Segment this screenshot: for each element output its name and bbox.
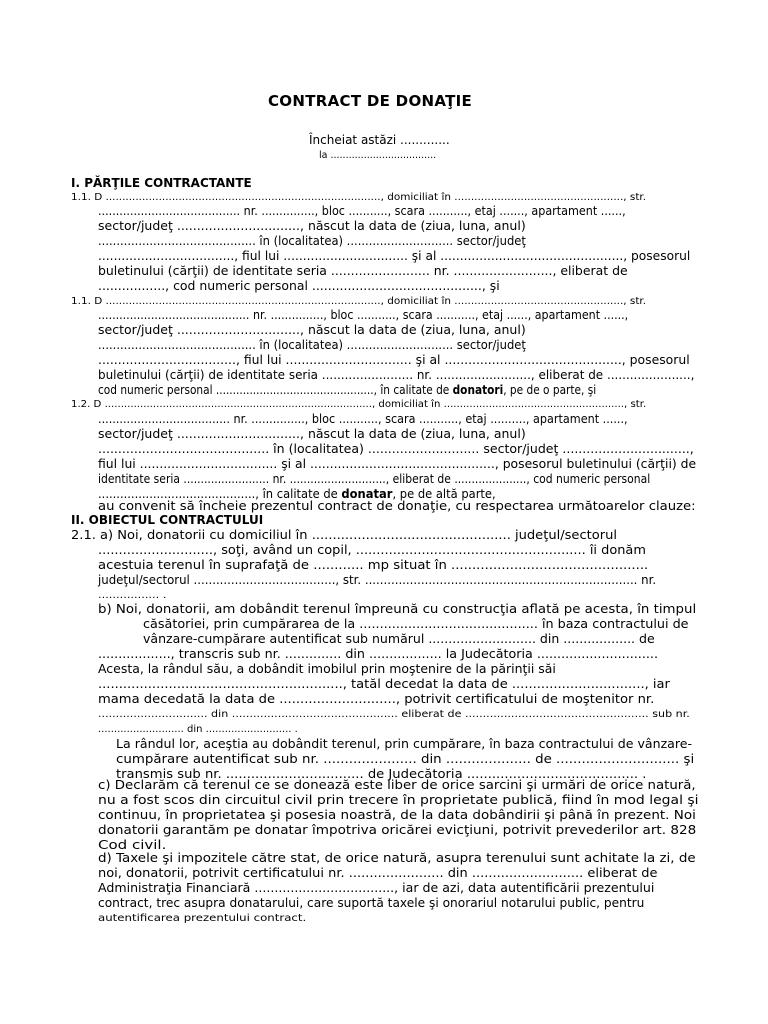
line-text: 1.1. D ..................................................................................., domiciliat în ..................................................., str. (71, 296, 647, 307)
line-text: ........................................... în (localitatea) ............................. sector/judeţ (98, 338, 526, 352)
contract-line (98, 896, 644, 911)
line-text: sector/judeţ ..............................., născut la data de (ziua, luna, anul) (98, 427, 526, 441)
line-text: ..........................................................., tatăl decedat la data de ................................, iar (98, 677, 670, 691)
line-text: Cod civil. (98, 838, 167, 852)
contract-line (98, 279, 500, 294)
line-text: nu a fost scos din circuitul civil prin trecere în proprietate publică, fiind în mod legal şi (98, 793, 699, 807)
contract-line (98, 234, 526, 249)
contract-line (98, 662, 556, 677)
party-role-term: donatori (452, 383, 504, 397)
contract-line (98, 472, 650, 487)
line-text: cod numeric personal ..............................................., în calitate de (98, 383, 453, 397)
contract-line (98, 499, 696, 514)
contract-line (98, 543, 646, 558)
line-text: autentificarea prezentului contract. (98, 913, 307, 924)
contract-line (98, 588, 166, 603)
line-text: c) Declarăm că terenul ce se donează este liber de orice sarcini şi urmări de orice natură, (98, 778, 696, 792)
line-text: sector/judeţ ..............................., născut la data de (ziua, luna, anul) (98, 219, 526, 233)
line-text: ........................................ nr. ..............., bloc ..........., scara ..........., etaj ......., apartament ......, (98, 204, 626, 218)
line-text: donatorii garantăm pe donatar împotriva oricărei evicţiuni, potrivit prevederilor art. 828 (98, 823, 697, 837)
section-heading-parties: I. PĂRŢILE CONTRACTANTE (71, 176, 252, 190)
party-role-term: donatar (341, 487, 393, 501)
line-text: 1.1. D ..................................................................................., domiciliat în ..................................................., str. (71, 192, 647, 203)
contract-line (98, 573, 656, 588)
line-text: ..........................................., în calitate de (98, 487, 342, 501)
line-text: ........................................... în (localitatea) ............................. sector/judeţ (98, 234, 526, 248)
contract-line (143, 617, 689, 632)
line-text: cumpărare autentificat sub nr. ...................... din .................... de ............................. şi (116, 752, 695, 766)
line-text: căsătoriei, prin cumpărarea de la ............................................ în baza contractului de (143, 617, 689, 631)
line-text: au convenit să încheie prezentul contract de donaţie, cu respectarea următoarelor clauze: (98, 499, 696, 513)
line-text-suffix: , pe de o parte, şi (503, 383, 597, 397)
line-text-suffix: , pe de altă parte, (392, 487, 496, 501)
line-text: La rândul lor, aceştia au dobândit terenul, prin cumpărare, în baza contractului de vânzare- (116, 737, 693, 751)
contract-line (98, 911, 306, 926)
line-text: b) Noi, donatorii, am dobândit terenul împreună cu construcţia aflată pe acesta, în timpul (98, 602, 697, 616)
line-text: Acesta, la rândul său, a dobândit imobilul prin moştenire de la părinţii săi (98, 662, 556, 676)
contract-line (98, 264, 628, 279)
line-text: .................., transcris sub nr. .............. din .................. la Judecătoria .............................. (98, 647, 659, 661)
contract-line (98, 323, 526, 338)
contract-line (98, 881, 654, 896)
contract-line (98, 677, 670, 692)
contract-line (98, 823, 696, 838)
line-text: contract, trec asupra donatarului, care suportă taxele şi onorariul notarului public, pentru (98, 896, 645, 910)
contract-line (98, 558, 648, 573)
contract-line (98, 602, 696, 617)
line-text: 1.2. D ..................................................................................., domiciliat în ........................................................, str. (71, 399, 647, 410)
line-text: d) Taxele şi impozitele către stat, de orice natură, asupra terenului sunt achitate la zi, de (98, 851, 696, 865)
contract-line (98, 219, 526, 234)
line-text: vânzare-cumpărare autentificat sub numărul ........................... din .................. de (143, 632, 655, 646)
document-title: CONTRACT DE DONAŢIE (268, 92, 473, 110)
line-text: continuu, în proprietatea şi posesia noastră, de la data dobândirii şi până în prezent. Noi (98, 808, 696, 822)
line-text: ............................... din ............................................... eliberat de .................................................... sub nr. (98, 709, 690, 720)
line-text: 2.1. a) Noi, donatorii cu domiciliul în ................................................ judeţul/sectorul (71, 528, 618, 542)
contract-line (98, 707, 690, 722)
line-text: noi, donatorii, potrivit certificatului nr. ....................... din ........................... eliberat de (98, 866, 658, 880)
line-text: acestuia terenul în suprafaţă de ............ mp situat în ............................................... (98, 558, 649, 572)
line-text: ........................................... nr. ..............., bloc ..........., scara ..........., etaj ......, apartament ......, (98, 308, 629, 322)
line-text: transmis sub nr. ................................. de Judecătoria ......................................... . (116, 767, 647, 781)
contract-line (98, 353, 690, 368)
contract-line (98, 692, 654, 707)
contract-line (143, 632, 655, 647)
line-text: mama decedată la data de ............................, potrivit certificatului de moştenitor nr. (98, 692, 655, 706)
contract-line (98, 427, 526, 442)
contract-line (71, 190, 646, 205)
contract-line (98, 808, 696, 823)
contract-line (98, 383, 596, 398)
contract-line (98, 647, 658, 662)
line-text: ..................................... nr. ..............., bloc ..........., scara ..........., etaj .........., apartament ......, (98, 412, 628, 426)
contract-line (71, 294, 646, 309)
line-text: ..................................., fiul lui ................................ şi al ............................................., posesorul (98, 353, 690, 367)
line-text: judeţul/sectorul ......................................, str. ......................................................................... nr. (98, 573, 657, 587)
line-text: ................., cod numeric personal ..........................................., şi (98, 279, 500, 293)
contract-line (98, 308, 628, 323)
contract-line (98, 442, 694, 457)
contract-line (98, 722, 298, 737)
contract-line (98, 866, 657, 881)
contract-line (98, 851, 696, 866)
contract-line (98, 793, 699, 808)
contract-line (98, 249, 690, 264)
line-text: ..................................., fiul lui ................................ şi al ..............................................., posesorul (98, 249, 691, 263)
line-text: buletinului (cărţii) de identitate seria ......................... nr. ........................., eliberat de (98, 264, 628, 278)
contract-line (98, 368, 694, 383)
section-heading-object: II. OBIECTUL CONTRACTULUI (71, 513, 264, 527)
line-text: sector/judeţ ..............................., născut la data de (ziua, luna, anul) (98, 323, 526, 337)
place-line: la ................................... (319, 150, 437, 161)
line-text: ................. . (98, 590, 167, 601)
contract-line (116, 737, 692, 752)
line-text: identitate seria ......................... nr. ............................, eliberat de ....................., cod numeric personal (98, 472, 651, 486)
contract-line (98, 412, 628, 427)
concluded-date-line: Încheiat astăzi ............. (309, 133, 450, 147)
contract-line (98, 778, 696, 793)
contract-line (71, 528, 617, 543)
contract-line (98, 338, 526, 353)
contract-line (98, 204, 626, 219)
line-text: buletinului (cărţii) de identitate seria ........................ nr. ........................., eliberat de ......................, (98, 368, 695, 382)
line-text: fiul lui ................................... şi al ..............................................., posesorul buletinului (cărţii) de (98, 457, 697, 471)
contract-line (98, 457, 696, 472)
line-text: Administraţia Financiară ..................................., iar de azi, data autentificării prezentului (98, 881, 655, 895)
line-text: ........................... din ........................... . (98, 724, 298, 735)
line-text: ........................................... în (localitatea) ............................ sector/judeţ ................................, (98, 442, 694, 456)
contract-line (116, 752, 694, 767)
line-text: ............................, soţi, având un copil, ........................................................ îi donăm (98, 543, 646, 557)
contract-line (71, 397, 646, 412)
